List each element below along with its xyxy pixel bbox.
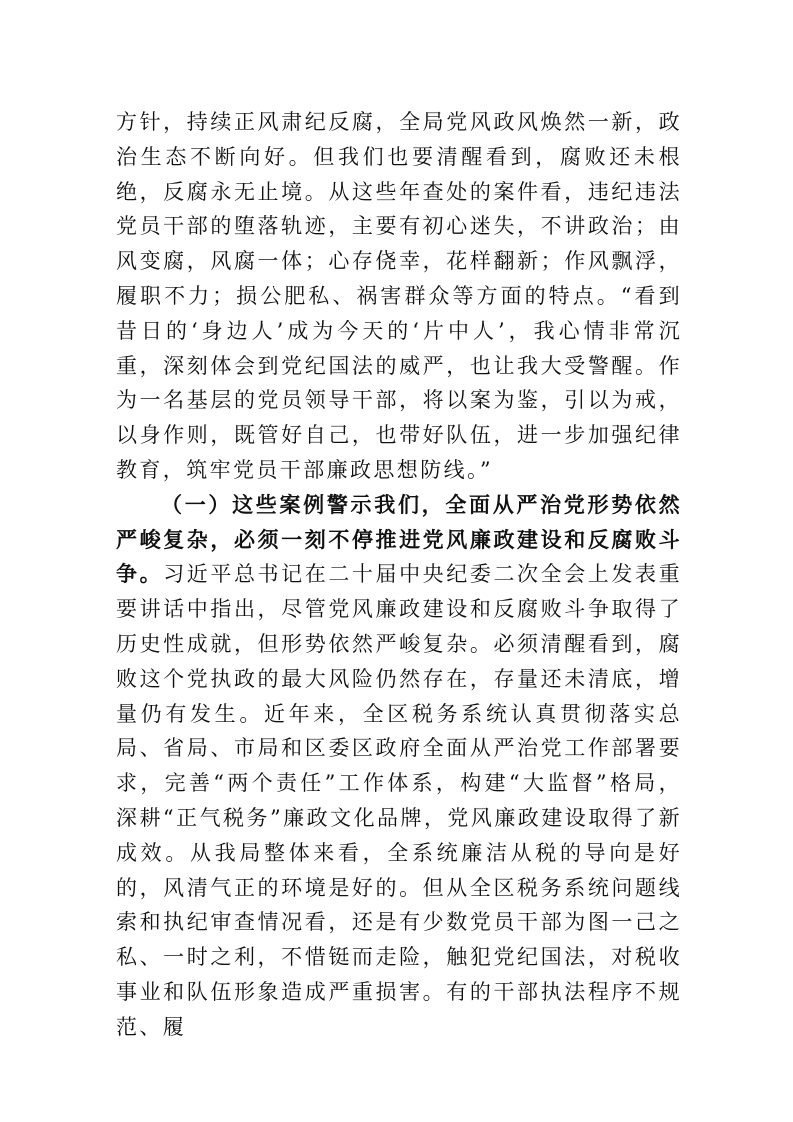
paragraph-2 bbox=[116, 488, 682, 1045]
paragraph-2-heading: （一）这些案例警示我们，全面从严治党形势依然严峻复杂，必须一刻不停推进党风廉政建设和反腐败斗争。 bbox=[116, 491, 682, 587]
paragraph-2-body: 习近平总书记在二十届中央纪委二次全会上发表重要讲话中指出，尽管党风廉政建设和反腐败斗争取得了历史性成就，但形势依然严峻复杂。必须清醒看到，腐败这个党执政的最大风险仍然存在，存量还未清底，增量仍有发生。近年来，全区税务系统认真贯彻落实总局、省局、市局和区委区政府全面从严治党工作部署要求，完善“两个责任”工作体系，构建“大监督”格局，深耕“正气税务”廉政文化品牌，党风廉政建设取得了新成效。从我局整体来看，全系统廉洁从税的导向是好的，风清气正的环境是好的。但从全区税务系统问题线索和执纪审查情况看，还是有少数党员干部为图一己之私、一时之利，不惜铤而走险，触犯党纪国法，对税收事业和队伍形象造成严重损害。有的干部执法程序不规范、履 bbox=[116, 562, 682, 1039]
paragraph-1: 方针，持续正风肃纪反腐，全局党风政风焕然一新，政治生态不断向好。但我们也要清醒看到，腐败还未根绝，反腐永无止境。从这些年查处的案件看，违纪违法党员干部的堕落轨迹，主要有初心迷失，不讲政治；由风变腐，风腐一体；心存侥幸，花样翻新；作风飘浮，履职不力；损公肥私、祸害群众等方面的特点。“看到昔日的‘身边人’成为今天的‘片中人’，我心情非常沉重，深刻体会到党纪国法的威严，也让我大受警醒。作为一名基层的党员领导干部，将以案为鉴，引以为戒，以身作则，既管好自己，也带好队伍，进一步加强纪律教育，筑牢党员干部廉政思想防线。” bbox=[116, 110, 682, 482]
document-body bbox=[116, 105, 682, 1045]
